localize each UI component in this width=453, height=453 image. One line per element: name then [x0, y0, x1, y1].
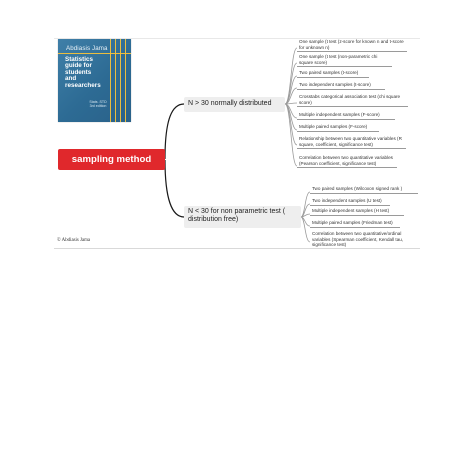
leaf-node[interactable]: Correlation between two quantitative variables (Pearson coefficient, significance test): [297, 155, 397, 168]
book-title-line: and: [65, 75, 77, 83]
book-edition: [78, 100, 118, 108]
leaf-node[interactable]: Multiple independent samples (H test): [310, 208, 404, 216]
copyright-text: © Abdiasis Jama: [57, 238, 91, 243]
branch-node-normal[interactable]: N > 30 normally distributed: [184, 97, 285, 112]
book-author: Abdiasis Jama: [66, 45, 108, 52]
book-title-line: Statistics: [65, 56, 93, 63]
book-cover-image: [58, 39, 131, 122]
book-title-line: students: [65, 68, 92, 76]
mind-map-canvas: [54, 38, 420, 249]
root-node[interactable]: sampling method: [58, 149, 165, 170]
leaf-node[interactable]: Crosstabs categorical association test (chi square score): [297, 94, 408, 107]
branch-node-nonparametric[interactable]: N < 30 for non parametric test ( distribution free): [184, 206, 301, 228]
leaf-node[interactable]: Two paired samples (Wilcoxon signed rank ): [310, 186, 418, 194]
book-edition-line: 3rd edition: [89, 104, 107, 109]
leaf-node[interactable]: Two independent samples (U test): [310, 198, 390, 206]
branch-1-leaf-connectors: [285, 48, 297, 166]
leaf-node[interactable]: One sample (t test (non-parametric chi square score): [297, 54, 392, 67]
root-to-branch-2-connector: [165, 160, 184, 217]
leaf-node[interactable]: Multiple independent samples (F-score): [297, 112, 395, 120]
book-title-line: researchers: [65, 81, 101, 89]
branch-2-leaf-connectors: [301, 192, 310, 242]
book-edition-line: Stats .STD: [89, 100, 107, 104]
leaf-node[interactable]: Correlation between two quantitative/ordinal variables (Spearman coefficient, Kendall tau, significance test): [310, 231, 418, 249]
leaf-node[interactable]: Relationship between two quantitative variables (R square, coefficient, significance test): [297, 136, 406, 149]
book-title: [65, 57, 125, 89]
bottom-divider: [54, 248, 420, 249]
leaf-node[interactable]: Multiple paired samples (F-score): [297, 124, 379, 132]
leaf-node[interactable]: Two independent samples (t-score): [297, 82, 385, 90]
leaf-node[interactable]: Two paired samples (t-score): [297, 70, 369, 78]
leaf-node[interactable]: Multiple paired samples (Friedman test): [310, 220, 400, 228]
leaf-node[interactable]: One sample (t test (z-score for known n and t-score for unknown n): [297, 39, 407, 52]
root-to-branch-1-connector: [165, 104, 184, 159]
book-title-line: guide for: [65, 62, 92, 70]
